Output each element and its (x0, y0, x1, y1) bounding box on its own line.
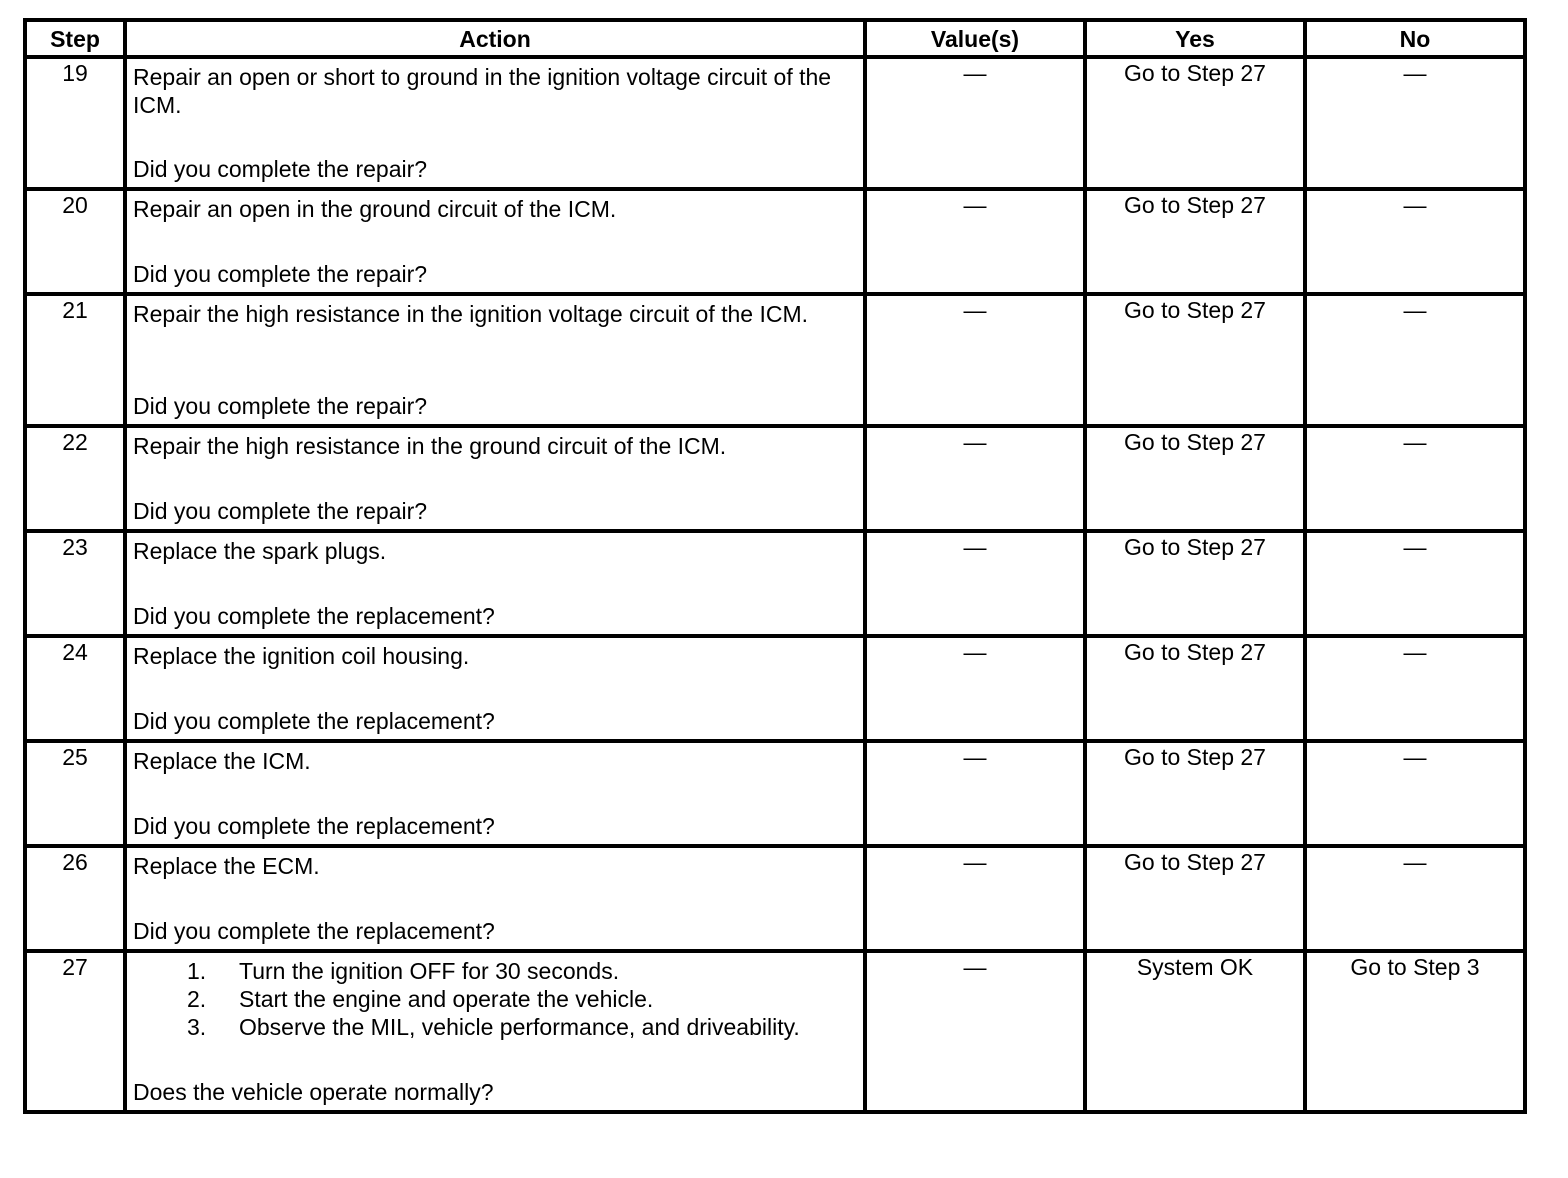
action-cell (125, 741, 865, 846)
no-cell: Go to Step 3 (1305, 951, 1525, 1112)
value-cell: — (865, 189, 1085, 294)
no-cell: — (1305, 741, 1525, 846)
yes-cell: System OK (1085, 951, 1305, 1112)
step-number: 21 (25, 294, 125, 426)
yes-cell: Go to Step 27 (1085, 426, 1305, 531)
value-cell: — (865, 951, 1085, 1112)
question-text: Did you complete the repair? (133, 156, 428, 182)
question-text: Did you complete the repair? (133, 498, 428, 524)
value-cell: — (865, 294, 1085, 426)
no-cell: — (1305, 57, 1525, 189)
no-cell: — (1305, 189, 1525, 294)
table-row (25, 189, 1525, 294)
step-number: 26 (25, 846, 125, 951)
question-text: Did you complete the replacement? (133, 918, 495, 944)
table-row (25, 636, 1525, 741)
action-text: Replace the ECM. (133, 853, 320, 879)
yes-cell: Go to Step 27 (1085, 294, 1305, 426)
step-number: 25 (25, 741, 125, 846)
step-number: 19 (25, 57, 125, 189)
yes-cell: Go to Step 27 (1085, 531, 1305, 636)
step-number: 27 (25, 951, 125, 1112)
yes-cell: Go to Step 27 (1085, 189, 1305, 294)
action-cell (125, 294, 865, 426)
header-values: Value(s) (865, 20, 1085, 57)
question-text: Did you complete the replacement? (133, 813, 495, 839)
question-text: Did you complete the replacement? (133, 708, 495, 734)
no-cell: — (1305, 636, 1525, 741)
action-text: Repair the high resistance in the ignition voltage circuit of the ICM. (133, 301, 809, 327)
action-cell (125, 189, 865, 294)
question-text: Does the vehicle operate normally? (133, 1079, 494, 1105)
action-cell (125, 426, 865, 531)
question-text: Did you complete the repair? (133, 393, 428, 419)
action-text: Replace the ICM. (133, 748, 311, 774)
no-cell: — (1305, 426, 1525, 531)
yes-cell: Go to Step 27 (1085, 741, 1305, 846)
table-row (25, 531, 1525, 636)
no-cell: — (1305, 846, 1525, 951)
table-row (25, 741, 1525, 846)
table-header-row (25, 20, 1525, 57)
header-yes: Yes (1085, 20, 1305, 57)
table-row (25, 951, 1525, 1112)
substep-item: Turn the ignition OFF for 30 seconds. (239, 958, 620, 984)
action-cell (125, 636, 865, 741)
question-text: Did you complete the replacement? (133, 603, 495, 629)
action-text: Repair an open or short to ground in the ignition voltage circuit of the ICM. (133, 64, 832, 118)
header-step: Step (25, 20, 125, 57)
table-row (25, 426, 1525, 531)
substep-item: Start the engine and operate the vehicle. (239, 986, 654, 1012)
header-no: No (1305, 20, 1525, 57)
action-text: Repair the high resistance in the ground circuit of the ICM. (133, 433, 727, 459)
no-cell: — (1305, 294, 1525, 426)
table-row (25, 846, 1525, 951)
table-row (25, 294, 1525, 426)
diagnostic-table (23, 18, 1527, 1114)
step-number: 20 (25, 189, 125, 294)
header-action: Action (125, 20, 865, 57)
no-cell: — (1305, 531, 1525, 636)
value-cell: — (865, 57, 1085, 189)
yes-cell: Go to Step 27 (1085, 57, 1305, 189)
step-number: 23 (25, 531, 125, 636)
action-cell (125, 57, 865, 189)
action-cell (125, 846, 865, 951)
value-cell: — (865, 531, 1085, 636)
action-cell (125, 951, 865, 1112)
value-cell: — (865, 636, 1085, 741)
yes-cell: Go to Step 27 (1085, 846, 1305, 951)
step-number: 22 (25, 426, 125, 531)
value-cell: — (865, 846, 1085, 951)
substep-list (133, 957, 855, 1041)
action-text: Repair an open in the ground circuit of the ICM. (133, 196, 617, 222)
yes-cell: Go to Step 27 (1085, 636, 1305, 741)
step-number: 24 (25, 636, 125, 741)
question-text: Did you complete the repair? (133, 261, 428, 287)
action-cell (125, 531, 865, 636)
value-cell: — (865, 741, 1085, 846)
action-text: Replace the ignition coil housing. (133, 643, 470, 669)
value-cell: — (865, 426, 1085, 531)
action-text: Replace the spark plugs. (133, 538, 387, 564)
table-row (25, 57, 1525, 189)
substep-item: Observe the MIL, vehicle performance, and driveability. (239, 1014, 800, 1040)
